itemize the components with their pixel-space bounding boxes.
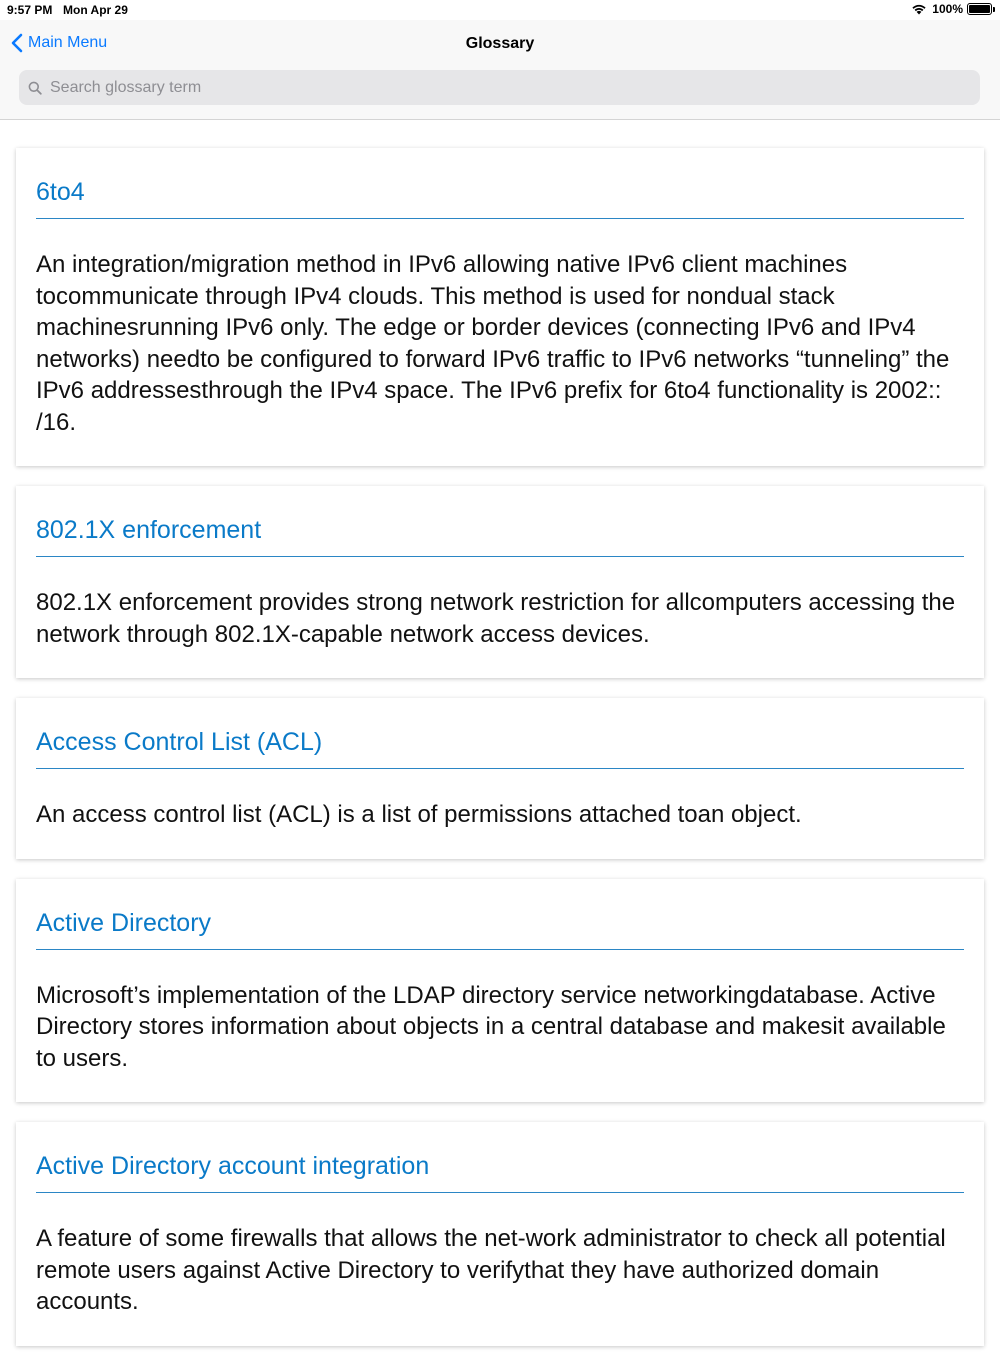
glossary-term[interactable]: Active Directory (36, 907, 964, 950)
status-date: Mon Apr 29 (63, 3, 128, 17)
search-bar[interactable] (19, 70, 980, 105)
glossary-entry-active-directory-account-integration[interactable] (16, 1122, 984, 1346)
glossary-entry-6to4[interactable] (16, 148, 984, 466)
glossary-list (16, 148, 984, 1366)
glossary-entry-802-1x-enforcement[interactable] (16, 486, 984, 678)
glossary-definition: 802.1X enforcement provides strong network restriction for allcomputers accessing the network through 802.1X-capable network access devices. (36, 589, 956, 648)
battery-percent: 100% (932, 2, 963, 16)
glossary-term[interactable]: 802.1X enforcement (36, 514, 964, 557)
glossary-entry-active-directory[interactable] (16, 879, 984, 1103)
battery-fill (969, 5, 990, 13)
status-bar (0, 0, 1000, 20)
status-time: 9:57 PM (7, 3, 53, 17)
glossary-definition: Microsoft’s implementation of the LDAP directory service networkingdatabase. Active Directory stores information about objects in a central database and makesit available to users. (36, 981, 946, 1072)
search-input[interactable] (48, 78, 952, 98)
glossary-term[interactable]: Active Directory account integration (36, 1150, 964, 1193)
back-button-label: Main Menu (28, 34, 108, 51)
glossary-entry-access-control-list[interactable] (16, 698, 984, 859)
navigation-bar (0, 20, 1000, 120)
glossary-definition: A feature of some firewalls that allows the net-work administrator to check all potential remote users against Active Directory to verifythat they have authorized domain accounts. (36, 1225, 946, 1315)
glossary-definition: An integration/migration method in IPv6 allowing native IPv6 client machines tocommunicate through IPv4 clouds. This method is used for nondual stack machinesrunning IPv6 only. The edge or border devices (connecting IPv6 and IPv4 networks) needto be configured to forward IPv6 traffic to IPv6 networks “tunneling” the IPv6 addressesthrough the IPv4 space. The IPv6 prefix for 6to4 functionality is 2002:: /16. (36, 251, 950, 436)
glossary-definition: An access control list (ACL) is a list of permissions attached toan object. (36, 801, 802, 828)
glossary-term[interactable]: 6to4 (36, 176, 964, 219)
page-title: Glossary (465, 35, 535, 52)
glossary-term[interactable]: Access Control List (ACL) (36, 726, 964, 769)
search-icon (28, 81, 42, 95)
battery-icon (967, 3, 992, 15)
status-indicators (911, 2, 992, 16)
wifi-icon (911, 3, 927, 15)
